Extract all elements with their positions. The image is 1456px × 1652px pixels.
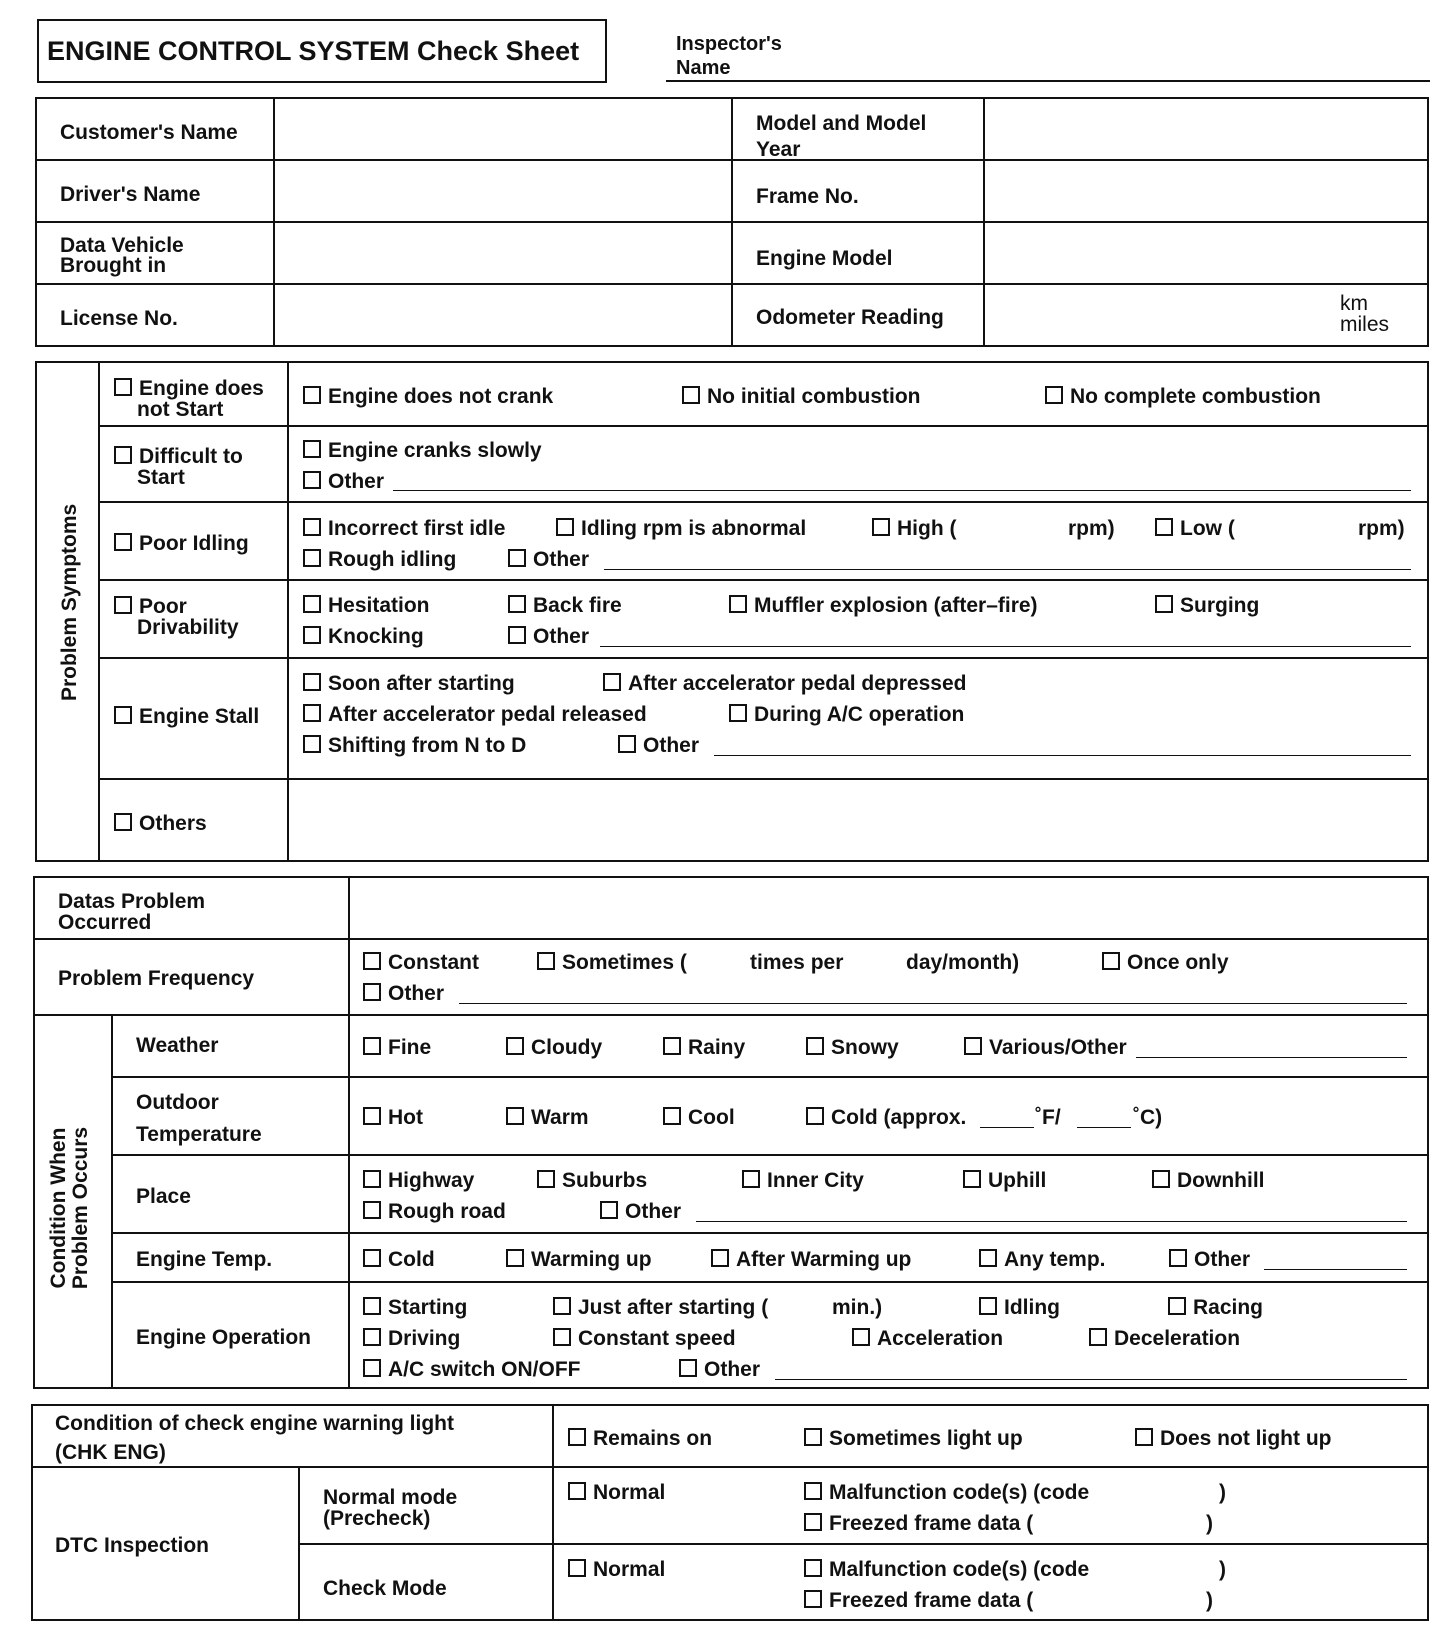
rough-idling-option[interactable]: Rough idling	[303, 549, 456, 570]
checkbox[interactable]	[568, 1559, 586, 1577]
muffler-explosion-option[interactable]: Muffler explosion (after–fire)	[729, 595, 1038, 616]
customer-name-field[interactable]	[276, 100, 729, 157]
inner-city-option[interactable]: Inner City	[742, 1170, 864, 1191]
sometimes-light-option[interactable]: Sometimes light up	[804, 1428, 1023, 1449]
model-label: Model and Model	[756, 112, 927, 135]
checkbox[interactable]	[363, 1359, 381, 1377]
does-not-light-option[interactable]: Does not light up	[1135, 1428, 1331, 1449]
temp-c-field[interactable]	[1077, 1127, 1131, 1128]
idling-rpm-abnormal-option[interactable]: Idling rpm is abnormal	[556, 518, 806, 539]
stall-other-option[interactable]: Other	[618, 735, 699, 756]
acceleration-option[interactable]: Acceleration	[852, 1328, 1003, 1349]
inspector-label-2: Name	[676, 57, 731, 79]
deceleration-option[interactable]: Deceleration	[1089, 1328, 1240, 1349]
check-mode-label: Check Mode	[323, 1577, 447, 1600]
back-fire-option[interactable]: Back fire	[508, 595, 622, 616]
normal-mode-label: Normal mode	[323, 1486, 458, 1509]
difficult-other-option[interactable]: Other	[303, 471, 384, 492]
checkbox[interactable]	[1168, 1297, 1186, 1315]
checkbox[interactable]	[508, 595, 526, 613]
inspector-name-field[interactable]	[666, 80, 1430, 82]
checkbox[interactable]	[1155, 518, 1173, 536]
date-brought-label-2: Brought in	[60, 254, 167, 277]
engine-operation-label: Engine Operation	[136, 1326, 312, 1349]
constant-speed-option[interactable]: Constant speed	[553, 1328, 736, 1349]
checkbox[interactable]	[363, 1170, 381, 1188]
checkbox[interactable]	[508, 549, 526, 567]
cool-option[interactable]: Cool	[663, 1107, 735, 1128]
checkbox[interactable]	[979, 1297, 997, 1315]
soon-after-starting-option[interactable]: Soon after starting	[303, 673, 515, 694]
high-rpm-option[interactable]: High (	[872, 518, 956, 539]
hesitation-option[interactable]: Hesitation	[303, 595, 430, 616]
drive-other-option[interactable]: Other	[508, 626, 589, 647]
checkbox[interactable]	[537, 952, 555, 970]
checkbox[interactable]	[804, 1428, 822, 1446]
poor-drivability-option[interactable]: Poor	[114, 596, 187, 617]
check-mode-normal-option[interactable]: Normal	[568, 1559, 665, 1580]
place-label: Place	[136, 1185, 191, 1208]
checkbox[interactable]	[303, 549, 321, 567]
drivers-name-label: Driver's Name	[60, 183, 201, 206]
checkbox[interactable]	[804, 1513, 822, 1531]
unit-miles: miles	[1340, 313, 1390, 336]
warning-light-label: Condition of check engine warning light	[55, 1412, 454, 1435]
checkbox[interactable]	[806, 1037, 824, 1055]
checkbox[interactable]	[303, 471, 321, 489]
condition-section-label: Condition When Problem Occurs	[46, 1126, 92, 1290]
checkbox[interactable]	[303, 440, 321, 458]
checkbox[interactable]	[804, 1590, 822, 1608]
checkbox[interactable]	[556, 518, 574, 536]
weather-label: Weather	[136, 1034, 219, 1057]
checkbox[interactable]	[363, 1107, 381, 1125]
license-no-label: License No.	[60, 307, 178, 330]
racing-option[interactable]: Racing	[1168, 1297, 1263, 1318]
weather-other-field[interactable]	[1136, 1057, 1407, 1058]
others-field[interactable]	[290, 781, 1427, 860]
checkbox[interactable]	[963, 1170, 981, 1188]
engine-model-field[interactable]	[986, 224, 1427, 281]
frame-no-field[interactable]	[986, 162, 1427, 219]
checkbox[interactable]	[114, 596, 132, 614]
remains-on-option[interactable]: Remains on	[568, 1428, 712, 1449]
any-temp-option[interactable]: Any temp.	[979, 1249, 1106, 1270]
after-pedal-depressed-option[interactable]: After accelerator pedal depressed	[603, 673, 966, 694]
frequency-label: Problem Frequency	[58, 967, 255, 990]
checkbox[interactable]	[600, 1201, 618, 1219]
checkbox[interactable]	[537, 1170, 555, 1188]
check-mode-freezed-close: )	[1206, 1589, 1213, 1612]
checkbox[interactable]	[1135, 1428, 1153, 1446]
poor-drivability-line2: Drivability	[137, 616, 239, 639]
engine-model-label: Engine Model	[756, 247, 893, 270]
uphill-option[interactable]: Uphill	[963, 1170, 1046, 1191]
checkbox[interactable]	[303, 518, 321, 536]
warm-option[interactable]: Warm	[506, 1107, 589, 1128]
no-crank-option[interactable]: Engine does not crank	[303, 386, 553, 407]
high-rpm-unit: rpm)	[1068, 517, 1115, 540]
dates-occurred-field[interactable]	[351, 879, 1427, 936]
checkbox[interactable]	[1089, 1328, 1107, 1346]
constant-option[interactable]: Constant	[363, 952, 479, 973]
dates-occurred-label: Datas Problem	[58, 890, 206, 913]
checkbox[interactable]	[742, 1170, 760, 1188]
starting-option[interactable]: Starting	[363, 1297, 467, 1318]
checkbox[interactable]	[804, 1482, 822, 1500]
idling-other-field[interactable]	[604, 569, 1411, 570]
checkbox[interactable]	[979, 1249, 997, 1267]
place-other-option[interactable]: Other	[600, 1201, 681, 1222]
checkbox[interactable]	[663, 1037, 681, 1055]
outdoor-temp-label: Outdoor	[136, 1091, 219, 1114]
checkbox[interactable]	[1045, 386, 1063, 404]
hot-option[interactable]: Hot	[363, 1107, 423, 1128]
min-label: min.)	[832, 1296, 883, 1319]
cranks-slowly-option[interactable]: Engine cranks slowly	[303, 440, 542, 461]
checkbox[interactable]	[303, 704, 321, 722]
checkbox[interactable]	[303, 735, 321, 753]
odometer-field[interactable]	[986, 286, 1326, 345]
checkbox[interactable]	[363, 1201, 381, 1219]
checkbox[interactable]	[852, 1328, 870, 1346]
checkbox[interactable]	[506, 1037, 524, 1055]
during-ac-option[interactable]: During A/C operation	[729, 704, 964, 725]
snowy-option[interactable]: Snowy	[806, 1037, 899, 1058]
normal-mode-label-2: (Precheck)	[323, 1507, 431, 1530]
sometimes-option[interactable]: Sometimes (	[537, 952, 687, 973]
checkbox[interactable]	[682, 386, 700, 404]
driving-option[interactable]: Driving	[363, 1328, 460, 1349]
engine-op-other-option[interactable]: Other	[679, 1359, 760, 1380]
inspector-label: Inspector's	[676, 33, 782, 55]
incorrect-first-idle-option[interactable]: Incorrect first idle	[303, 518, 505, 539]
no-complete-combustion-option[interactable]: No complete combustion	[1045, 386, 1321, 407]
checkbox[interactable]	[114, 378, 132, 396]
checkbox[interactable]	[964, 1037, 982, 1055]
after-pedal-released-option[interactable]: After accelerator pedal released	[303, 704, 647, 725]
warning-light-label-2: (CHK ENG)	[55, 1441, 166, 1464]
cloudy-option[interactable]: Cloudy	[506, 1037, 602, 1058]
engine-op-other-field[interactable]	[775, 1379, 1407, 1380]
date-brought-label: Data Vehicle	[60, 234, 184, 257]
degree-f-label: ˚F/	[1035, 1106, 1061, 1129]
unit-km: km	[1340, 292, 1368, 315]
checkbox[interactable]	[804, 1559, 822, 1577]
drivers-name-field[interactable]	[276, 162, 729, 219]
checkbox[interactable]	[806, 1107, 824, 1125]
place-other-field[interactable]	[696, 1221, 1407, 1222]
checkbox[interactable]	[729, 704, 747, 722]
surging-option[interactable]: Surging	[1155, 595, 1259, 616]
difficult-other-field[interactable]	[393, 490, 1411, 491]
checkbox[interactable]	[553, 1297, 571, 1315]
degree-c-label: ˚C)	[1133, 1106, 1163, 1129]
day-month-label: day/month)	[906, 951, 1020, 974]
checkbox[interactable]	[568, 1428, 586, 1446]
once-only-option[interactable]: Once only	[1102, 952, 1229, 973]
checkbox[interactable]	[363, 983, 381, 1001]
frame-no-label: Frame No.	[756, 185, 859, 208]
idling-option[interactable]: Idling	[979, 1297, 1060, 1318]
various-other-option[interactable]: Various/Other	[964, 1037, 1127, 1058]
fine-option[interactable]: Fine	[363, 1037, 431, 1058]
freq-other-option[interactable]: Other	[363, 983, 444, 1004]
checkbox[interactable]	[303, 386, 321, 404]
rough-road-option[interactable]: Rough road	[363, 1201, 506, 1222]
checkbox[interactable]	[872, 518, 890, 536]
downhill-option[interactable]: Downhill	[1152, 1170, 1265, 1191]
checkbox[interactable]	[553, 1328, 571, 1346]
stall-other-field[interactable]	[714, 755, 1411, 756]
checkbox[interactable]	[363, 1037, 381, 1055]
freq-other-field[interactable]	[459, 1003, 1407, 1004]
engine-stall-option[interactable]: Engine Stall	[114, 706, 259, 727]
model-label-2: Year	[756, 138, 801, 161]
date-brought-field[interactable]	[276, 224, 729, 281]
just-after-starting-option[interactable]: Just after starting (	[553, 1297, 768, 1318]
cold-engine-option[interactable]: Cold	[363, 1249, 435, 1270]
checkbox[interactable]	[114, 706, 132, 724]
odometer-label: Odometer Reading	[756, 306, 944, 329]
knocking-option[interactable]: Knocking	[303, 626, 424, 647]
checkbox[interactable]	[663, 1107, 681, 1125]
checkbox[interactable]	[303, 626, 321, 644]
checkbox[interactable]	[363, 952, 381, 970]
checkbox[interactable]	[506, 1107, 524, 1125]
idling-other-option[interactable]: Other	[508, 549, 589, 570]
temp-f-field[interactable]	[980, 1127, 1034, 1128]
checkbox[interactable]	[114, 446, 132, 464]
checkbox[interactable]	[303, 673, 321, 691]
checkbox[interactable]	[363, 1249, 381, 1267]
engine-no-start-option-line2: not Start	[137, 398, 224, 421]
normal-mode-malfunction-close: )	[1219, 1481, 1226, 1504]
checkbox[interactable]	[508, 626, 526, 644]
license-no-field[interactable]	[276, 286, 729, 345]
checkbox[interactable]	[363, 1328, 381, 1346]
model-field[interactable]	[986, 100, 1427, 157]
checkbox[interactable]	[506, 1249, 524, 1267]
checkbox[interactable]	[568, 1482, 586, 1500]
checkbox[interactable]	[603, 673, 621, 691]
ac-switch-option[interactable]: A/C switch ON/OFF	[363, 1359, 581, 1380]
normal-mode-malfunction-option[interactable]: Malfunction code(s) (code	[804, 1482, 1089, 1503]
others-option[interactable]: Others	[114, 813, 207, 834]
checkbox[interactable]	[363, 1297, 381, 1315]
check-mode-malfunction-option[interactable]: Malfunction code(s) (code	[804, 1559, 1089, 1580]
checkbox[interactable]	[618, 735, 636, 753]
checkbox[interactable]	[711, 1249, 729, 1267]
normal-mode-freezed-option[interactable]: Freezed frame data (	[804, 1513, 1033, 1534]
problem-symptoms-section-label: Problem Symptoms	[57, 503, 81, 702]
after-warming-up-option[interactable]: After Warming up	[711, 1249, 911, 1270]
no-initial-combustion-option[interactable]: No initial combustion	[682, 386, 921, 407]
checkbox[interactable]	[114, 813, 132, 831]
customer-name-label: Customer's Name	[60, 121, 238, 144]
shifting-n-to-d-option[interactable]: Shifting from N to D	[303, 735, 526, 756]
checkbox[interactable]	[1169, 1249, 1187, 1267]
low-rpm-unit: rpm)	[1358, 517, 1405, 540]
dtc-inspection-label: DTC Inspection	[55, 1534, 210, 1557]
drive-other-field[interactable]	[600, 646, 1411, 647]
difficult-start-option[interactable]: Difficult to	[114, 446, 243, 467]
page-title: ENGINE CONTROL SYSTEM Check Sheet	[47, 36, 580, 66]
rainy-option[interactable]: Rainy	[663, 1037, 745, 1058]
difficult-start-line2: Start	[137, 466, 185, 489]
highway-option[interactable]: Highway	[363, 1170, 474, 1191]
normal-mode-normal-option[interactable]: Normal	[568, 1482, 665, 1503]
engine-temp-label: Engine Temp.	[136, 1248, 273, 1271]
check-mode-malfunction-close: )	[1219, 1558, 1226, 1581]
normal-mode-freezed-close: )	[1206, 1512, 1213, 1535]
suburbs-option[interactable]: Suburbs	[537, 1170, 647, 1191]
check-mode-freezed-option[interactable]: Freezed frame data (	[804, 1590, 1033, 1611]
checkbox[interactable]	[114, 533, 132, 551]
checkbox[interactable]	[679, 1359, 697, 1377]
checkbox[interactable]	[1155, 595, 1173, 613]
dates-occurred-label-2: Occurred	[58, 911, 152, 934]
checkbox[interactable]	[729, 595, 747, 613]
cold-approx-option[interactable]: Cold (approx.	[806, 1107, 966, 1128]
checkbox[interactable]	[1102, 952, 1120, 970]
outdoor-temp-label-2: Temperature	[136, 1123, 262, 1146]
times-per-label: times per	[750, 951, 844, 974]
engine-temp-other-option[interactable]: Other	[1169, 1249, 1250, 1270]
engine-no-start-option[interactable]: Engine does	[114, 378, 264, 399]
checkbox[interactable]	[1152, 1170, 1170, 1188]
checkbox[interactable]	[303, 595, 321, 613]
poor-idling-option[interactable]: Poor Idling	[114, 533, 249, 554]
low-rpm-option[interactable]: Low (	[1155, 518, 1235, 539]
engine-temp-other-field[interactable]	[1264, 1269, 1407, 1270]
warming-up-option[interactable]: Warming up	[506, 1249, 652, 1270]
